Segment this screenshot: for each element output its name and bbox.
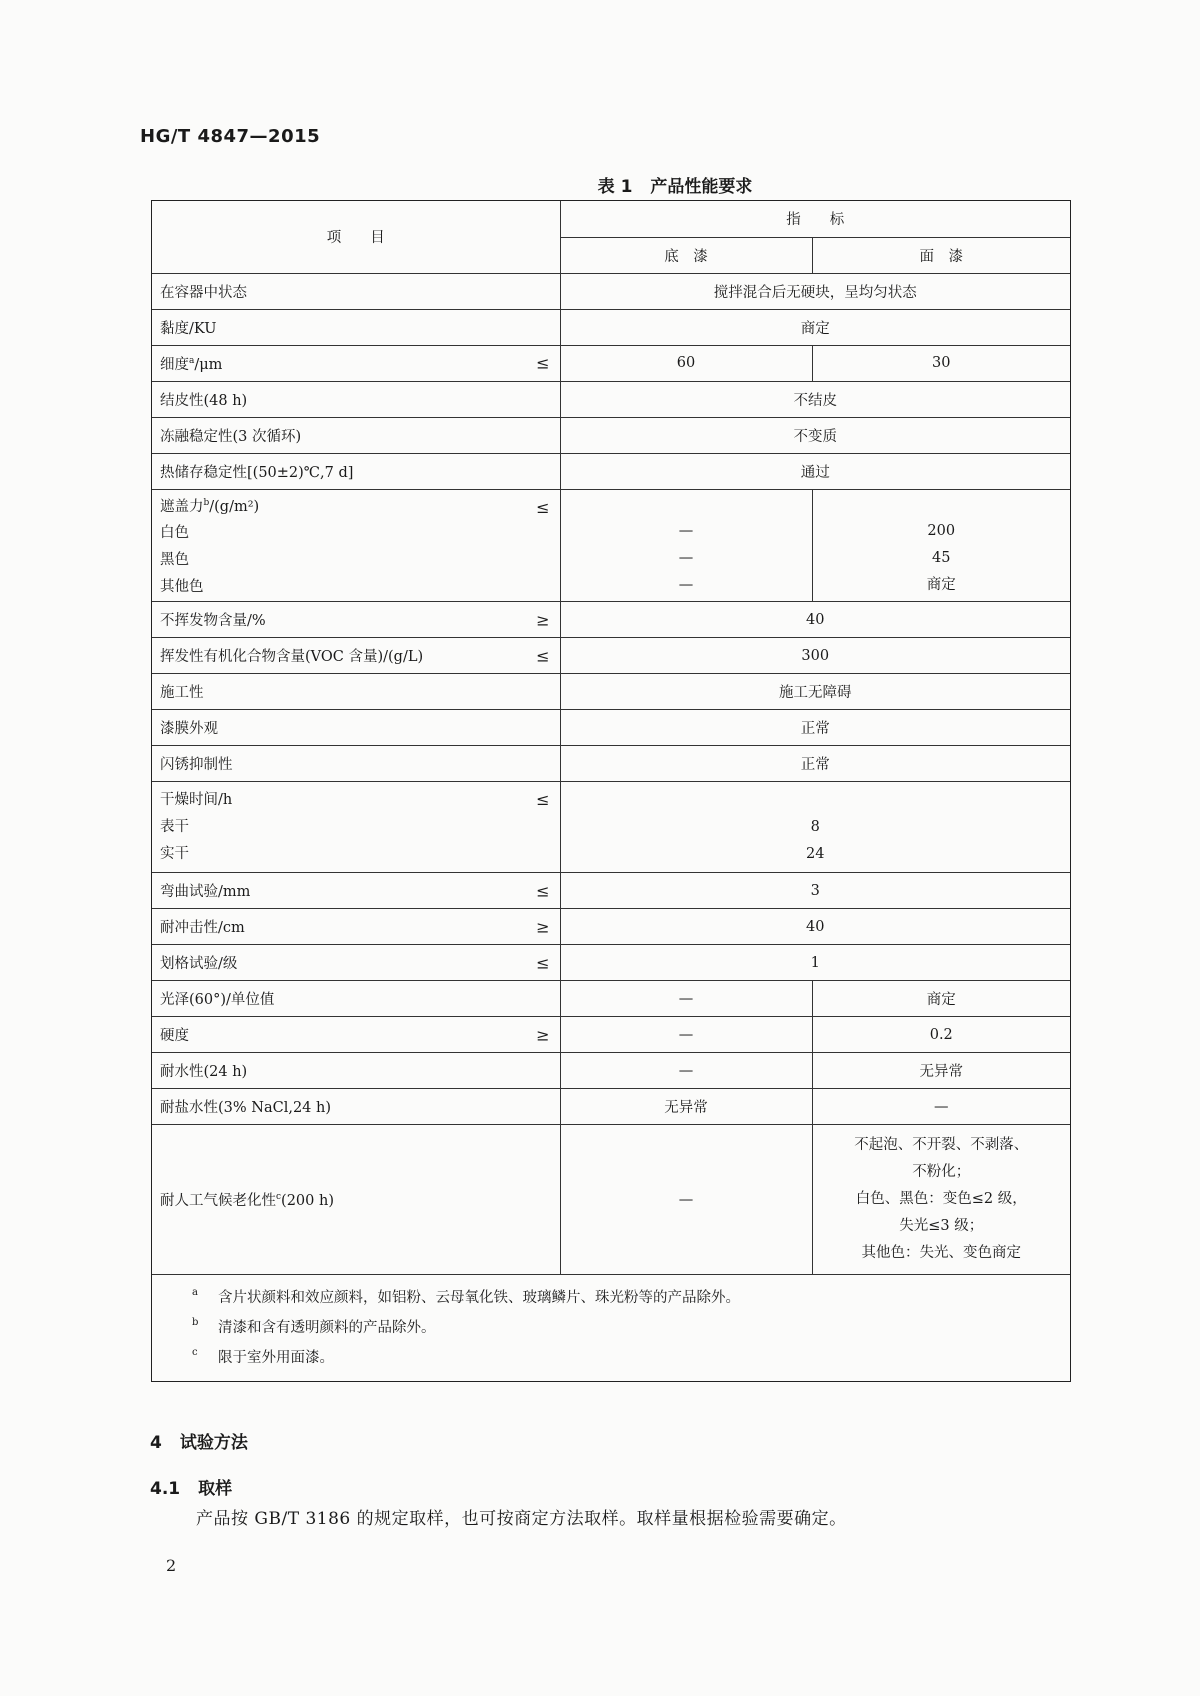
table-row [152,782,1070,873]
page-number: 2 [166,1556,177,1575]
comparison-sign: ≤ [536,953,550,973]
table-caption: 产品性能要求 [650,177,753,197]
table-row [152,1125,1070,1275]
footnote: $^a$ 含片状颜料和效应颜料，如铝粉、云母氧化铁、玻璃鳞片、珠光粉等的产品除外。 [192,1287,740,1307]
footnote: $^c$ 限于室外用面漆。 [192,1347,334,1367]
topcoat-value: 30 [812,345,1070,381]
table-title [140,172,1200,197]
section-heading-4-1: 4.1 取样 [150,1479,233,1499]
primer-value: — — — [560,489,812,602]
comparison-sign: ≥ [536,610,550,630]
topcoat-value: 200 45 商定 [812,489,1070,602]
primer-value: — [560,1017,812,1053]
row-item: 漆膜外观 [152,710,560,746]
header-primer: 底 漆 [560,237,812,273]
table-row [152,1017,1070,1053]
table-row [152,746,1070,782]
row-value: 正常 [560,710,1070,746]
comparison-sign: ≤ [536,646,550,666]
topcoat-value: 0.2 [812,1017,1070,1053]
table-row [152,909,1070,945]
topcoat-value: 不起泡、不开裂、不剥落、 不粉化； 白色、黑色：变色≤2 级， 失光≤3 级； 其他色：失光、变色商定 [812,1125,1070,1275]
comparison-sign: ≤ [536,790,550,810]
row-value: 300 [560,638,1070,674]
header-item: 项 目 [152,201,560,273]
header-indicator: 指 标 [560,201,1070,237]
comparison-sign: ≤ [536,881,550,901]
row-item: 耐冲击性/cm ≥ [152,909,560,945]
row-item: 耐人工气候老化性$^c$(200 h) [152,1125,560,1275]
table-row [152,674,1070,710]
table-row [152,309,1070,345]
row-value: 40 [560,602,1070,638]
footnote: $^b$ 清漆和含有透明颜料的产品除外。 [192,1317,436,1337]
table-row [152,638,1070,674]
section-heading-4: 4 试验方法 [150,1433,248,1453]
table-row [152,417,1070,453]
table-row [152,945,1070,981]
row-item: 在容器中状态 [152,273,560,309]
row-value: 正常 [560,746,1070,782]
comparison-sign: ≤ [536,497,550,517]
row-item: 闪锈抑制性 [152,746,560,782]
row-item: 干燥时间/h 表干 实干 ≤ [152,782,560,873]
row-item: 施工性 [152,674,560,710]
row-item: 细度$^a$/μm ≤ [152,345,560,381]
table-row [152,381,1070,417]
row-item: 黏度/KU [152,309,560,345]
primer-value: 60 [560,345,812,381]
row-value: 40 [560,909,1070,945]
topcoat-value: 商定 [812,981,1070,1017]
header-topcoat: 面 漆 [812,237,1070,273]
table-header-row [152,201,1070,237]
row-item: 光泽(60°)/单位值 [152,981,560,1017]
table-row [152,345,1070,381]
row-item: 遮盖力$^b$/(g/m²) 白色 黑色 其他色 ≤ [152,489,560,602]
row-item: 耐盐水性(3% NaCl,24 h) [152,1089,560,1125]
row-value: 不结皮 [560,381,1070,417]
row-item: 冻融稳定性(3 次循环) [152,417,560,453]
row-item: 不挥发物含量/% ≥ [152,602,560,638]
table-row [152,873,1070,909]
table-row [152,453,1070,489]
table-row [152,1089,1070,1125]
table-row [152,981,1070,1017]
table-row [152,1053,1070,1089]
row-item: 划格试验/级 ≤ [152,945,560,981]
row-item: 弯曲试验/mm ≤ [152,873,560,909]
comparison-sign: ≥ [536,917,550,937]
row-value: 施工无障碍 [560,674,1070,710]
primer-value: — [560,981,812,1017]
row-item: 热储存稳定性[(50±2)℃,7 d] [152,453,560,489]
row-value: 1 [560,945,1070,981]
row-value: 通过 [560,453,1070,489]
sampling-paragraph: 产品按 GB/T 3186 的规定取样，也可按商定方法取样。取样量根据检验需要确定。 [196,1509,847,1529]
standard-code: HG/T 4847—2015 [140,126,321,147]
primer-value: 无异常 [560,1089,812,1125]
table-notes [152,1275,1070,1382]
topcoat-value: — [812,1089,1070,1125]
row-value: 搅拌混合后无硬块，呈均匀状态 [560,273,1070,309]
table-row [152,710,1070,746]
performance-table-frame [151,200,1071,1382]
row-item: 结皮性(48 h) [152,381,560,417]
row-item: 挥发性有机化合物含量(VOC 含量)/(g/L) ≤ [152,638,560,674]
row-value: 商定 [560,309,1070,345]
table-number: 表 1 [597,177,633,197]
row-item: 耐水性(24 h) [152,1053,560,1089]
table-row [152,602,1070,638]
table-row [152,489,1070,602]
row-value: 3 [560,873,1070,909]
table-row [152,273,1070,309]
comparison-sign: ≤ [536,353,550,373]
comparison-sign: ≥ [536,1025,550,1045]
primer-value: — [560,1053,812,1089]
row-value: 不变质 [560,417,1070,453]
topcoat-value: 无异常 [812,1053,1070,1089]
table-notes-row [152,1275,1070,1382]
primer-value: — [560,1125,812,1275]
performance-table [152,201,1070,1381]
row-item: 硬度 ≥ [152,1017,560,1053]
row-value: 8 24 [560,782,1070,873]
